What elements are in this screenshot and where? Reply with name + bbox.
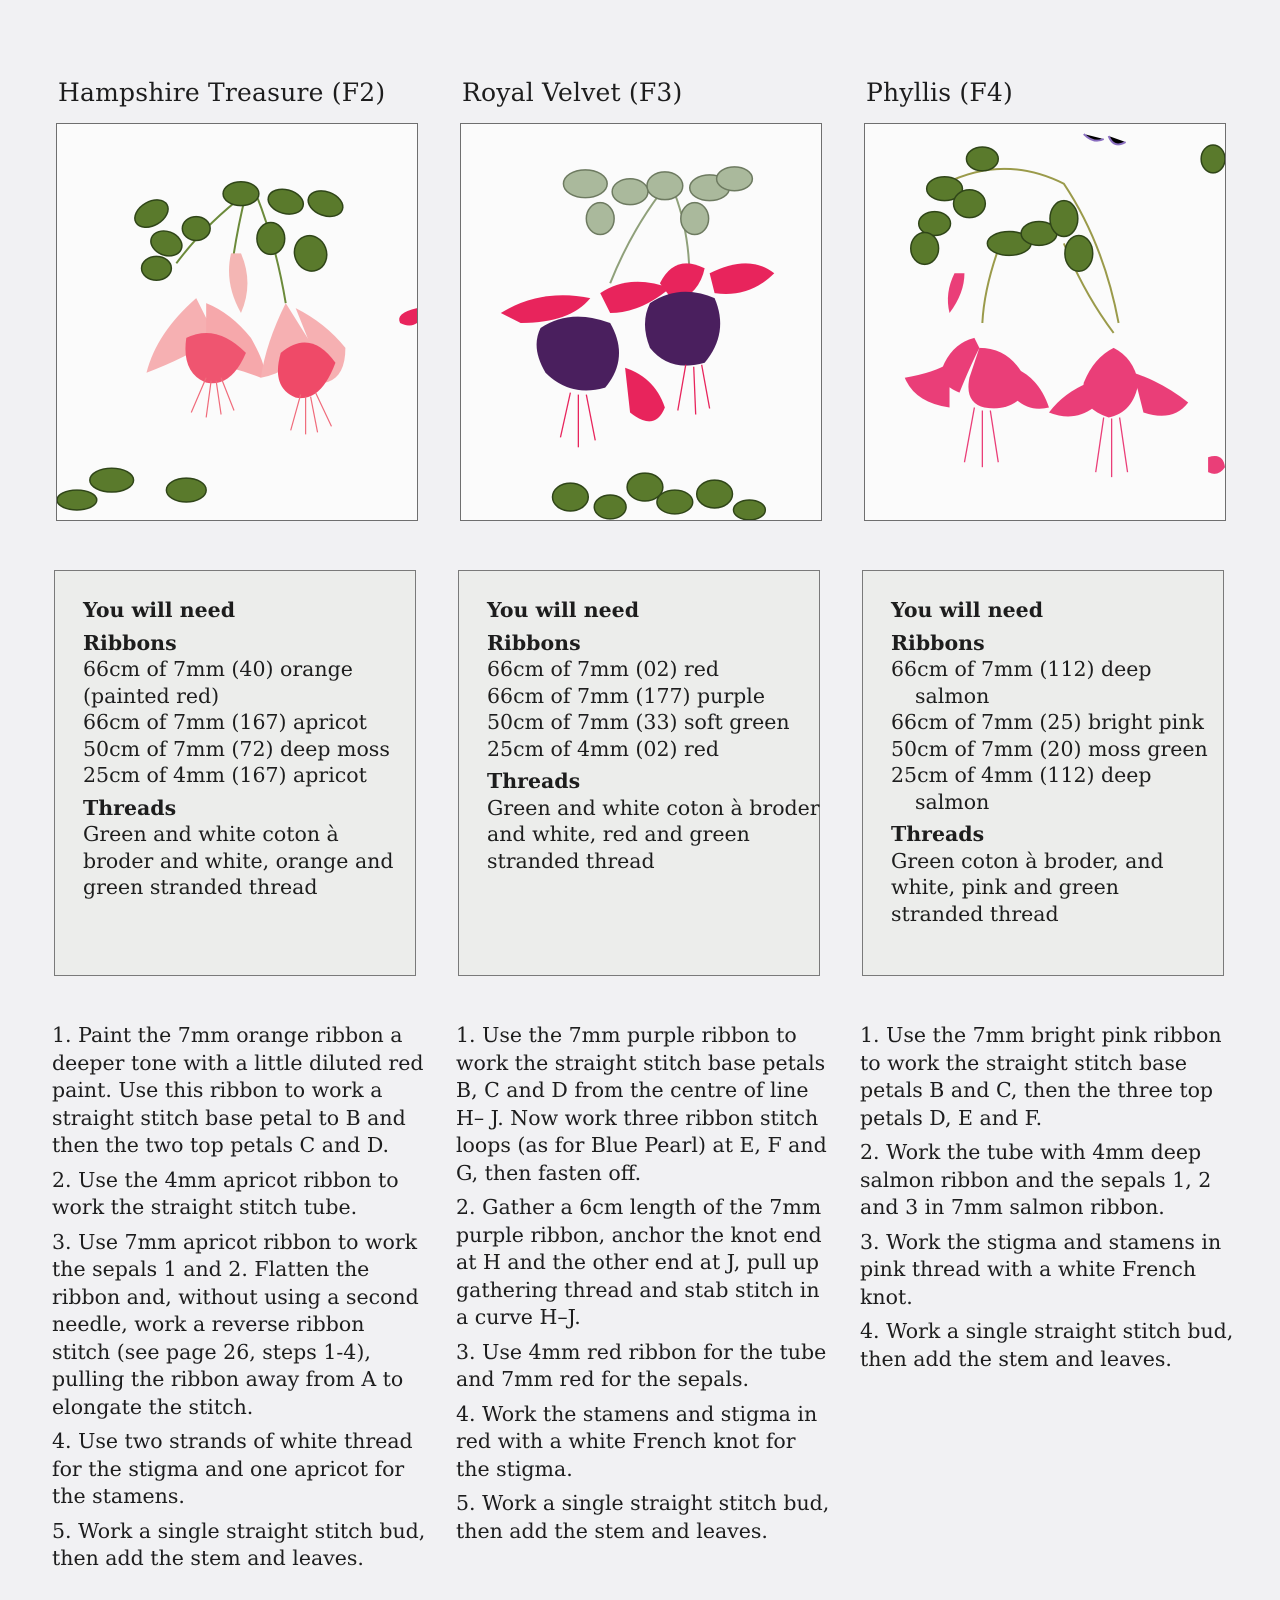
fuchsia-photo-phyllis	[864, 123, 1226, 521]
instruction-step: 1. Paint the 7mm orange ribbon a deeper tone with a little diluted red paint. Use this ribbon to work a straight stitch base petal to B and then the two top petals C and D.	[52, 1023, 424, 1157]
instruction-step: 1. Use the 7mm bright pink ribbon to work the straight stitch base petals B and C, then the three top petals D, E and F.	[860, 1023, 1222, 1130]
threads-heading: Threads	[891, 822, 985, 846]
instructions-list	[860, 1022, 1235, 1380]
you-will-need-heading: You will need	[83, 598, 236, 622]
thread-line: green stranded thread	[83, 875, 318, 899]
thread-line: and white, red and green	[487, 822, 750, 846]
thread-line: Green and white coton à broder	[487, 795, 820, 820]
instructions-list	[456, 1022, 831, 1552]
thread-line: white, pink and green	[891, 875, 1119, 899]
instruction-step: 2. Gather a 6cm length of the 7mm purple ribbon, anchor the knot end at H and the other end at J, pull up gathering thread and stab stitch in a curve H–J.	[456, 1195, 822, 1329]
fuchsia-photo-hampshire	[56, 123, 418, 521]
ribbon-item: 50cm of 7mm (72) deep moss	[83, 736, 390, 761]
pattern-title: Hampshire Treasure (F2)	[58, 78, 386, 107]
instruction-step: 4. Use two strands of white thread for the stigma and one apricot for the stamens.	[52, 1429, 413, 1508]
ribbon-item: 25cm of 4mm (112) deep	[891, 763, 1152, 787]
ribbons-heading: Ribbons	[83, 630, 177, 655]
ribbon-item: salmon	[915, 789, 990, 814]
ribbon-item: 66cm of 7mm (40) orange	[83, 657, 353, 681]
instructions-list	[52, 1022, 427, 1580]
fuchsia-photo-royal-velvet	[460, 123, 822, 521]
ribbon-item: 25cm of 4mm (167) apricot	[83, 763, 367, 787]
ribbon-item: salmon	[915, 683, 990, 708]
ribbon-item: 50cm of 7mm (33) soft green	[487, 710, 790, 734]
thread-line: stranded thread	[891, 901, 1059, 926]
you-will-need-heading: You will need	[891, 598, 1044, 622]
thread-line: broder and white, orange and	[83, 848, 394, 873]
materials-box	[458, 570, 820, 976]
ribbon-item: 66cm of 7mm (25) bright pink	[891, 710, 1204, 734]
pattern-title: Royal Velvet (F3)	[462, 78, 683, 107]
you-will-need-heading: You will need	[487, 598, 640, 622]
instruction-step: 2. Use the 4mm apricot ribbon to work the straight stitch tube.	[52, 1167, 399, 1219]
instruction-step: 3. Use 4mm red ribbon for the tube and 7mm red for the sepals.	[456, 1339, 827, 1391]
ribbon-item: 50cm of 7mm (20) moss green	[891, 736, 1208, 761]
threads-heading: Threads	[487, 769, 581, 793]
ribbon-item: 25cm of 4mm (02) red	[487, 736, 720, 761]
instruction-step: 1. Use the 7mm purple ribbon to work the straight stitch base petals B, C and D from the centre of line H– J. Now work three ribbon stitch loops (as for Blue Pearl) at E, F and G, then fasten off.	[456, 1023, 827, 1185]
materials-box	[862, 570, 1224, 976]
fuchsia-illustration	[865, 124, 1225, 520]
instruction-step: 3. Use 7mm apricot ribbon to work the sepals 1 and 2. Flatten the ribbon and, without using a second needle, work a reverse ribbon stitch (see page 26, steps 1-4), pulling the ribbon away from A to elongate the stitch.	[52, 1229, 419, 1419]
ribbon-item: (painted red)	[83, 683, 220, 708]
ribbon-item: 66cm of 7mm (167) apricot	[83, 710, 367, 734]
ribbon-item: 66cm of 7mm (177) purple	[487, 683, 765, 708]
pattern-title: Phyllis (F4)	[866, 78, 1013, 107]
instruction-step: 2. Work the tube with 4mm deep salmon ribbon and the sepals 1, 2 and 3 in 7mm salmon ribbon.	[860, 1140, 1212, 1219]
threads-heading: Threads	[83, 795, 177, 820]
materials-box	[54, 570, 416, 976]
instruction-step: 3. Work the stigma and stamens in pink thread with a white French knot.	[860, 1229, 1222, 1309]
thread-line: stranded thread	[487, 848, 655, 873]
thread-line: Green and white coton à	[83, 822, 339, 846]
fuchsia-illustration	[461, 124, 821, 520]
instruction-step: 4. Work a single straight stitch bud, then add the stem and leaves.	[860, 1319, 1234, 1371]
instruction-step: 4. Work the stamens and stigma in red with a white French knot for the stigma.	[456, 1401, 818, 1481]
instruction-step: 5. Work a single straight stitch bud, then add the stem and leaves.	[456, 1491, 830, 1543]
fuchsia-illustration	[57, 124, 417, 520]
ribbon-item: 66cm of 7mm (112) deep	[891, 657, 1152, 681]
instruction-step: 5. Work a single straight stitch bud, then add the stem and leaves.	[52, 1518, 426, 1570]
ribbons-heading: Ribbons	[487, 630, 581, 655]
thread-line: Green coton à broder, and	[891, 848, 1164, 873]
ribbons-heading: Ribbons	[891, 630, 985, 655]
ribbon-item: 66cm of 7mm (02) red	[487, 657, 720, 681]
